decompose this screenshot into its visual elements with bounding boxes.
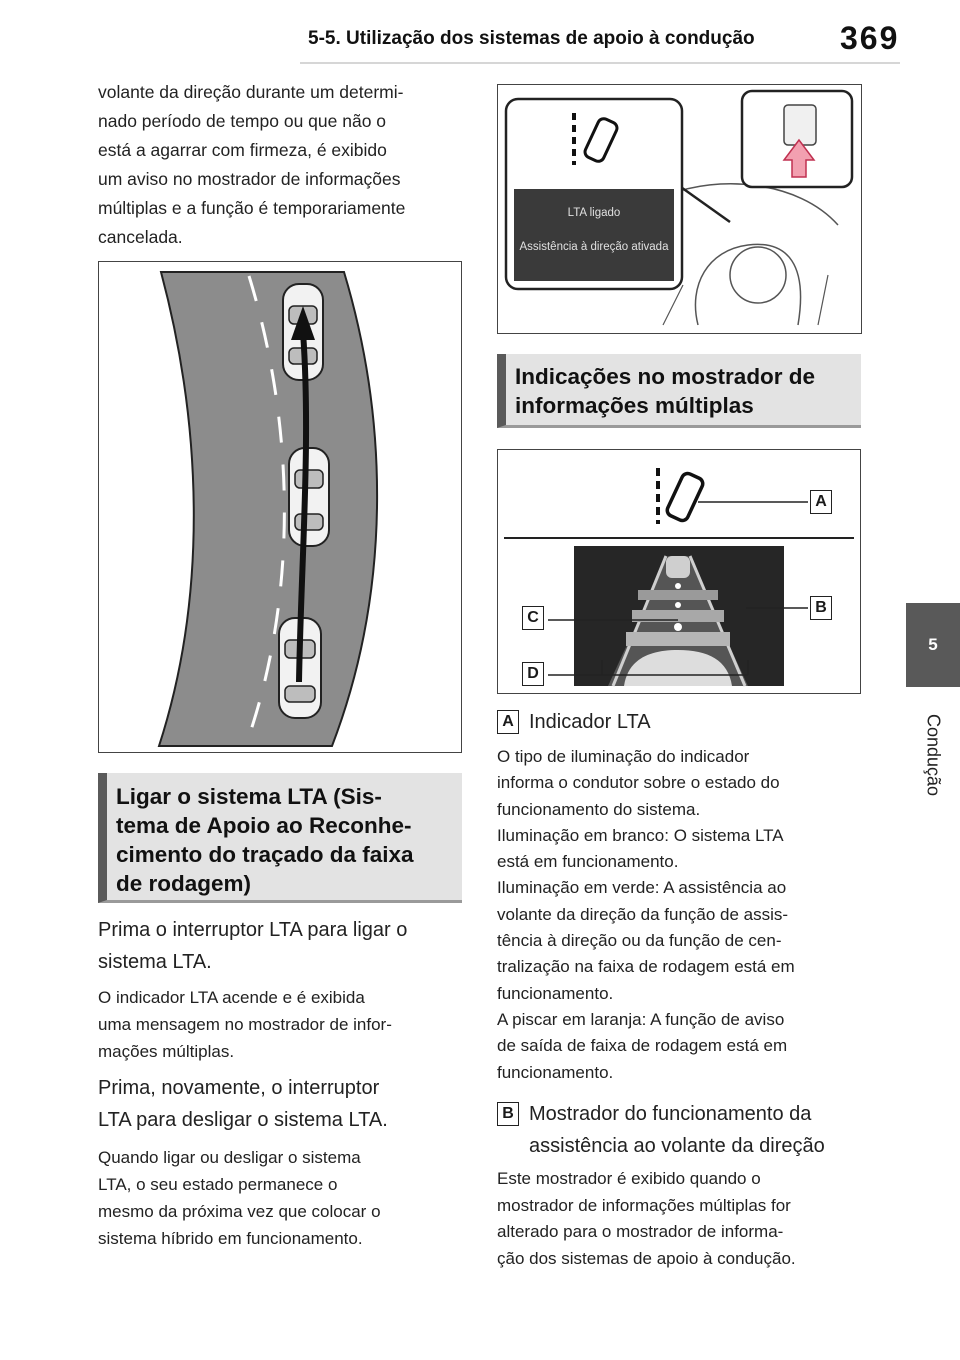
intro-line: cancelada. (98, 227, 183, 247)
heading-line: Indicações no mostrador de (515, 364, 816, 389)
body-line: informa o condutor sobre o estado do (497, 773, 780, 793)
header-rule (300, 62, 900, 64)
chapter-label (908, 700, 958, 810)
body-line: está em funcionamento. (497, 852, 679, 872)
intro-paragraph (98, 78, 468, 252)
body-line: funcionamento. (497, 1062, 614, 1082)
chapter-label-text: Condução (923, 713, 944, 797)
section-heading-displays (497, 354, 861, 428)
lead-car-icon (666, 556, 690, 578)
title-line: Mostrador do funcionamento da (529, 1103, 812, 1125)
heading-line: Ligar o sistema LTA (Sis- (116, 784, 382, 809)
intro-line: volante da direção durante um determi- (98, 82, 404, 102)
note-line: LTA, o seu estado permanece o (98, 1175, 338, 1194)
screen-message-lta-on: LTA ligado (567, 207, 621, 219)
body-line: mostrador de informações múltiplas for (497, 1195, 791, 1215)
car-icon (289, 448, 329, 546)
step-line: LTA para desligar o sistema LTA. (98, 1109, 388, 1131)
callout-b: B (810, 596, 832, 620)
step-turn-off (98, 1072, 468, 1136)
heading-line: de rodagem) (116, 871, 252, 896)
note-line: mesmo da próxima vez que colocar o (98, 1202, 381, 1221)
intro-line: nado período de tempo ou que não o (98, 111, 387, 131)
body-line: volante da direção da função de assis- (497, 904, 789, 924)
callout-d: D (522, 662, 544, 686)
body-line: Este mostrador é exibido quando o (497, 1169, 761, 1188)
item-a-title: Indicador LTA (529, 711, 651, 733)
mid-display-figure (497, 449, 861, 694)
lane-centering-figure (98, 261, 462, 753)
body-line: tência à direção ou da função de cen- (497, 931, 782, 951)
step-turn-on (98, 914, 468, 978)
heading-line: informações múltiplas (515, 393, 754, 418)
title-line: assistência ao volante da direção (529, 1135, 825, 1157)
heading-line: tema de Apoio ao Reconhe- (116, 813, 412, 838)
note-line: O indicador LTA acende e é exibida (98, 988, 365, 1007)
callout-a: A (810, 490, 832, 514)
intro-line: múltiplas e a função é temporariamente (98, 198, 406, 218)
screen-message-assist: Assistência à direção ativada (519, 241, 669, 253)
body-line: alterado para o mostrador de informa- (497, 1222, 784, 1241)
heading-line: cimento do traçado da faixa (116, 842, 414, 867)
item-b-body (497, 1166, 867, 1272)
step-line: Prima o interruptor LTA para ligar o (98, 919, 408, 941)
dashboard-figure (497, 84, 862, 334)
note-line: uma mensagem no mostrador de infor- (98, 1015, 392, 1034)
step-line: Prima, novamente, o interruptor (98, 1077, 380, 1099)
note-line: Quando ligar ou desligar o sistema (98, 1148, 361, 1167)
section-heading-lta-on (98, 773, 462, 903)
intro-line: está a agarrar com firmeza, é exibido (98, 140, 387, 160)
item-b-title (529, 1098, 825, 1162)
note-state-memory (98, 1144, 468, 1252)
chapter-tab[interactable]: 5 (906, 603, 960, 687)
lta-indicator-icon (665, 472, 704, 523)
mid-display-illustration (498, 450, 860, 693)
note-line: sistema híbrido em funcionamento. (98, 1229, 363, 1248)
item-a-badge: A (497, 710, 519, 734)
body-line: de saída de faixa de rodagem está em (497, 1036, 788, 1056)
body-line: tralização na faixa de rodagem está em (497, 957, 795, 977)
body-line: Iluminação em verde: A assistência ao (497, 878, 787, 898)
body-line: A piscar em laranja: A função de aviso (497, 1009, 785, 1029)
page-number: 369 (840, 20, 900, 56)
body-line: Iluminação em branco: O sistema LTA (497, 825, 784, 845)
body-line: funcionamento do sistema. (497, 799, 701, 819)
note-turn-on (98, 984, 468, 1065)
note-line: mações múltiplas. (98, 1042, 235, 1061)
body-line: funcionamento. (497, 983, 614, 1003)
section-title: 5-5. Utilização dos sistemas de apoio à condução (308, 28, 755, 49)
item-a-body (497, 744, 867, 1086)
body-line: O tipo de iluminação do indicador (497, 747, 750, 766)
item-b-badge: B (497, 1102, 519, 1126)
road-illustration (99, 262, 461, 752)
body-line: ção dos sistemas de apoio à condução. (497, 1248, 796, 1268)
callout-c: C (522, 606, 544, 630)
intro-line: um aviso no mostrador de informações (98, 169, 401, 189)
step-line: sistema LTA. (98, 951, 212, 973)
